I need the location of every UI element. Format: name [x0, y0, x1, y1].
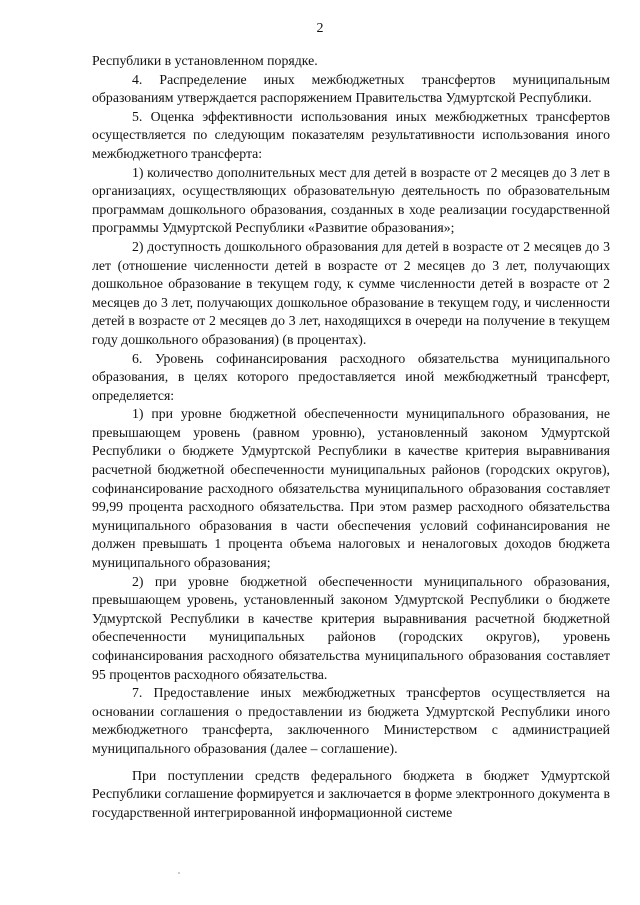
paragraph-item-6-subitem-2: 2) при уровне бюджетной обеспеченности муниципального образования, превышающем уровень, установленный законом Удмуртской Республики о бюджете Удмуртской Республики в качестве критерия выравнивания расчетной бюджетной обеспеченности муниципальных районов (городских округов), уровень софинансирования расходного обязательства муниципального образования составляет 95 процентов расходного обязательства. — [92, 573, 610, 682]
paragraph-item-5-subitem-2: 2) доступность дошкольного образования для детей в возрасте от 2 месяцев до 3 лет (отношение численности детей в возрасте от 2 месяцев до 3 лет, получающих дошкольное образование в текущем году, к сумме численности детей в возрасте от 2 месяцев до 3 лет, получающих дошкольное образование в текущем году, и численности детей в возрасте от 2 месяцев до 3 лет, находящихся в очереди на получение в текущем году дошкольного образования) (в процентах). — [92, 238, 610, 347]
document-body — [92, 52, 610, 822]
paragraph-item-6: 6. Уровень софинансирования расходного обязательства муниципального образования, в целях которого предоставляется иной межбюджетный трансферт, определяется: — [92, 350, 610, 403]
scan-artifact — [178, 872, 180, 874]
paragraph-item-7: 7. Предоставление иных межбюджетных трансфертов осуществляется на основании соглашения о предоставлении из бюджета Удмуртской Республики иного межбюджетного трансферта, заключенного Министерством с администрацией муниципального образования (далее – соглашение). — [92, 685, 610, 756]
page-number: 2 — [316, 21, 324, 36]
paragraph-item-6-subitem-1: 1) при уровне бюджетной обеспеченности муниципального образования, не превышающем уровень (равном уровню), установленный законом Удмуртской Республики о бюджете Удмуртской Республики в качестве критерия выравнивания расчетной бюджетной обеспеченности муниципальных районов (городских округов), софинансирование расходного обязательства муниципального образования составляет 99,99 процента расходного обязательства. При этом размер расходного обязательства муниципального образования в части обеспечения условий софинансирования не должен превышать 1 процента объема налоговых и неналоговых доходов бюджета муниципального образования; — [92, 406, 610, 571]
paragraph-item-5: 5. Оценка эффективности использования иных межбюджетных трансфертов осуществляется по следующим показателям результативности использования иного межбюджетного трансферта: — [92, 108, 610, 161]
paragraph-item-5-subitem-1: 1) количество дополнительных мест для детей в возрасте от 2 месяцев до 3 лет в организациях, осуществляющих образовательную деятельность по образовательным программам дошкольного образования, созданных в ходе реализации государственной программы Удмуртской Республики «Развитие образования»; — [92, 164, 610, 236]
paragraph-item-4: 4. Распределение иных межбюджетных трансфертов муниципальным образованиям утверждается распоряжением Правительства Удмуртской Республики. — [92, 71, 610, 106]
paragraph-continuation: Республики в установленном порядке. — [92, 53, 318, 68]
paragraph-federal-funds: При поступлении средств федерального бюджета в бюджет Удмуртской Республики соглашение формируется и заключается в форме электронного документа в государственной интегрированной информационной системе — [92, 767, 610, 820]
